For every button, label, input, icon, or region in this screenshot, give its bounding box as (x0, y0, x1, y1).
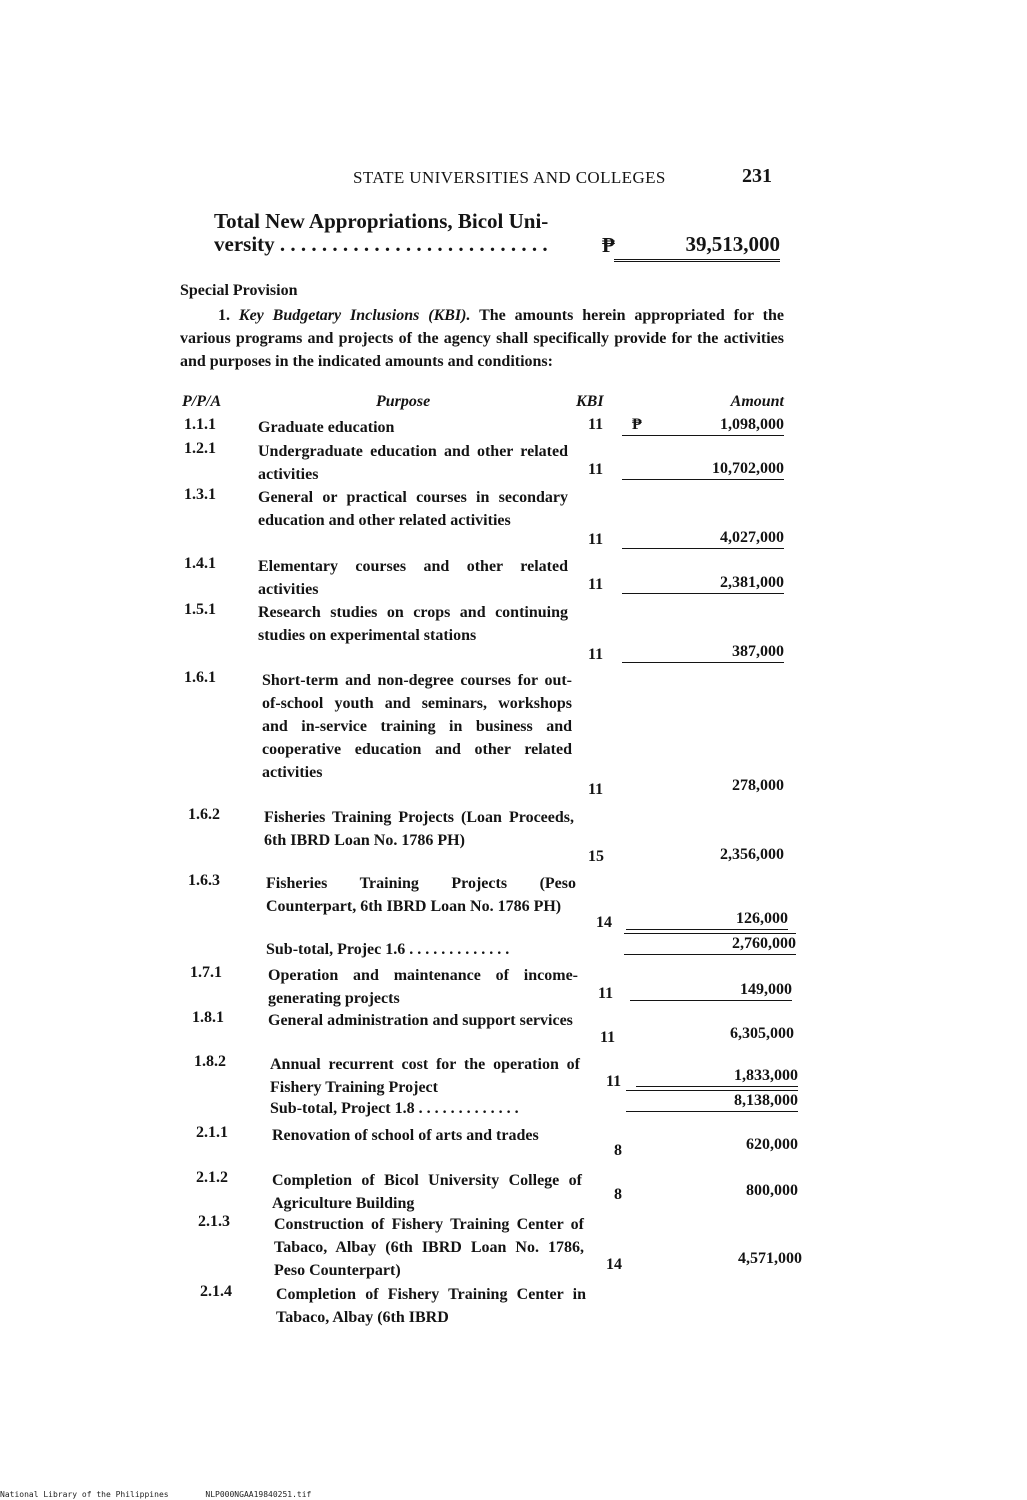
ppa-code: 1.6.3 (188, 872, 220, 889)
purpose-text: Operation and maintenance of income-generating projects (268, 967, 578, 1007)
kbi-code: 14 (606, 1256, 622, 1273)
currency-sign: ₱ (632, 416, 642, 433)
provision-title: Key Budgetary Inclusions (KBI). (238, 307, 471, 324)
amount-value: 278,000 (732, 777, 784, 794)
ppa-code: 1.8.1 (192, 1009, 224, 1026)
total-label-line1: Total New Appropriations, Bicol Uni- (214, 209, 549, 233)
purpose-text: Annual recurrent cost for the operation of Fishery Training Project (270, 1056, 580, 1096)
purpose-text: Fisheries Training Projects (Loan Proceeds, 6th IBRD Loan No. 1786 PH) (264, 809, 574, 849)
footer-library: National Library of the Philippines (0, 1490, 169, 1499)
running-title: STATE UNIVERSITIES AND COLLEGES (353, 168, 666, 187)
special-provision-heading: Special Provision (180, 282, 298, 299)
purpose-text: Short-term and non-degree courses for out-of-school youth and seminars, workshops and in-service training in business and cooperative education and other related activities (262, 672, 572, 781)
purpose-text: General administration and support services (268, 1012, 573, 1029)
kbi-code: 11 (606, 1073, 622, 1090)
column-header-kbi: KBI (576, 393, 604, 410)
total-label-word: versity (214, 233, 275, 256)
amount-value: 6,305,000 (730, 1025, 794, 1042)
kbi-code: 8 (614, 1186, 622, 1203)
column-header-amount: Amount (730, 393, 784, 410)
ppa-code: 1.7.1 (190, 964, 222, 981)
subtotal-label: Sub-total, Projec 1.6 . . . . . . . . . . . . . (266, 941, 510, 958)
amount-value: 149,000 (630, 981, 792, 1001)
special-provision-paragraph (180, 304, 784, 373)
amount-value: 126,000 (626, 910, 788, 930)
purpose-text: Construction of Fishery Training Center of Tabaco, Albay (6th IBRD Loan No. 1786, Peso Counterpart) (274, 1216, 584, 1279)
ppa-code: 1.6.1 (184, 669, 216, 686)
kbi-code: 11 (588, 531, 604, 548)
total-currency-sign: ₱ (602, 233, 615, 257)
ppa-code: 1.1.1 (184, 416, 216, 433)
ppa-code: 1.5.1 (184, 601, 216, 618)
purpose-text: General or practical courses in secondary education and other related activities (258, 489, 568, 529)
kbi-code: 11 (588, 781, 604, 798)
ppa-code: 2.1.3 (198, 1213, 230, 1230)
column-header-ppa: P/P/A (182, 393, 222, 410)
amount-value: 10,702,000 (622, 460, 784, 480)
kbi-code: 14 (596, 914, 612, 931)
page-number: 231 (742, 165, 772, 187)
ppa-code: 1.8.2 (194, 1053, 226, 1070)
column-header-purpose: Purpose (376, 393, 431, 410)
total-leader-dots: . . . . . . . . . . . . . . . . . . . . . . . . . . (279, 233, 548, 256)
amount-value: 2,381,000 (622, 574, 784, 594)
subtotal-amount: 8,138,000 (626, 1090, 798, 1112)
ppa-code: 1.4.1 (184, 555, 216, 572)
kbi-code: 11 (588, 416, 604, 433)
provision-number: 1. (218, 307, 230, 324)
amount-value: 1,098,000 (622, 416, 784, 436)
total-amount: 39,513,000 (614, 232, 780, 262)
subtotal-label: Sub-total, Project 1.8 . . . . . . . . . . . . . (270, 1100, 519, 1117)
ppa-code: 2.1.1 (196, 1124, 228, 1141)
purpose-text: Graduate education (258, 419, 395, 436)
kbi-code: 11 (588, 646, 604, 663)
ppa-code: 1.3.1 (184, 486, 216, 503)
kbi-code: 11 (588, 461, 604, 478)
kbi-code: 11 (588, 576, 604, 593)
ppa-code: 2.1.2 (196, 1169, 228, 1186)
kbi-code: 15 (588, 848, 604, 865)
purpose-text: Completion of Fishery Training Center in Tabaco, Albay (6th IBRD (276, 1286, 586, 1326)
footer-file-id: NLP000NGAA19840251.tif (205, 1490, 312, 1499)
total-label-line2 (214, 233, 619, 256)
scan-footer (0, 1490, 343, 1499)
provision-body: The amounts herein appropriated for the various programs and projects of the agency shall specifically provide for the activities and purposes in the indicated amounts and conditions: (180, 307, 785, 370)
purpose-text: Renovation of school of arts and trades (272, 1127, 539, 1144)
amount-value: 387,000 (622, 643, 784, 663)
purpose-text: Research studies on crops and continuing studies on experimental stations (258, 604, 568, 644)
amount-value: 4,027,000 (622, 529, 784, 549)
purpose-text: Elementary courses and other related activities (258, 558, 568, 598)
subtotal-amount: 2,760,000 (624, 933, 796, 955)
amount-value: 620,000 (746, 1136, 798, 1153)
amount-value: 4,571,000 (738, 1250, 802, 1267)
kbi-code: 11 (600, 1029, 616, 1046)
purpose-text: Completion of Bicol University College of Agriculture Building (272, 1172, 582, 1212)
amount-value: 1,833,000 (636, 1067, 798, 1087)
purpose-text: Undergraduate education and other related activities (258, 443, 568, 483)
ppa-code: 1.2.1 (184, 440, 216, 457)
amount-value: 2,356,000 (720, 846, 784, 863)
kbi-code: 8 (614, 1142, 622, 1159)
purpose-text: Fisheries Training Projects (Peso Counterpart, 6th IBRD Loan No. 1786 PH) (266, 875, 576, 915)
amount-value: 800,000 (746, 1182, 798, 1199)
ppa-code: 2.1.4 (200, 1283, 232, 1300)
kbi-code: 11 (598, 985, 614, 1002)
ppa-code: 1.6.2 (188, 806, 220, 823)
